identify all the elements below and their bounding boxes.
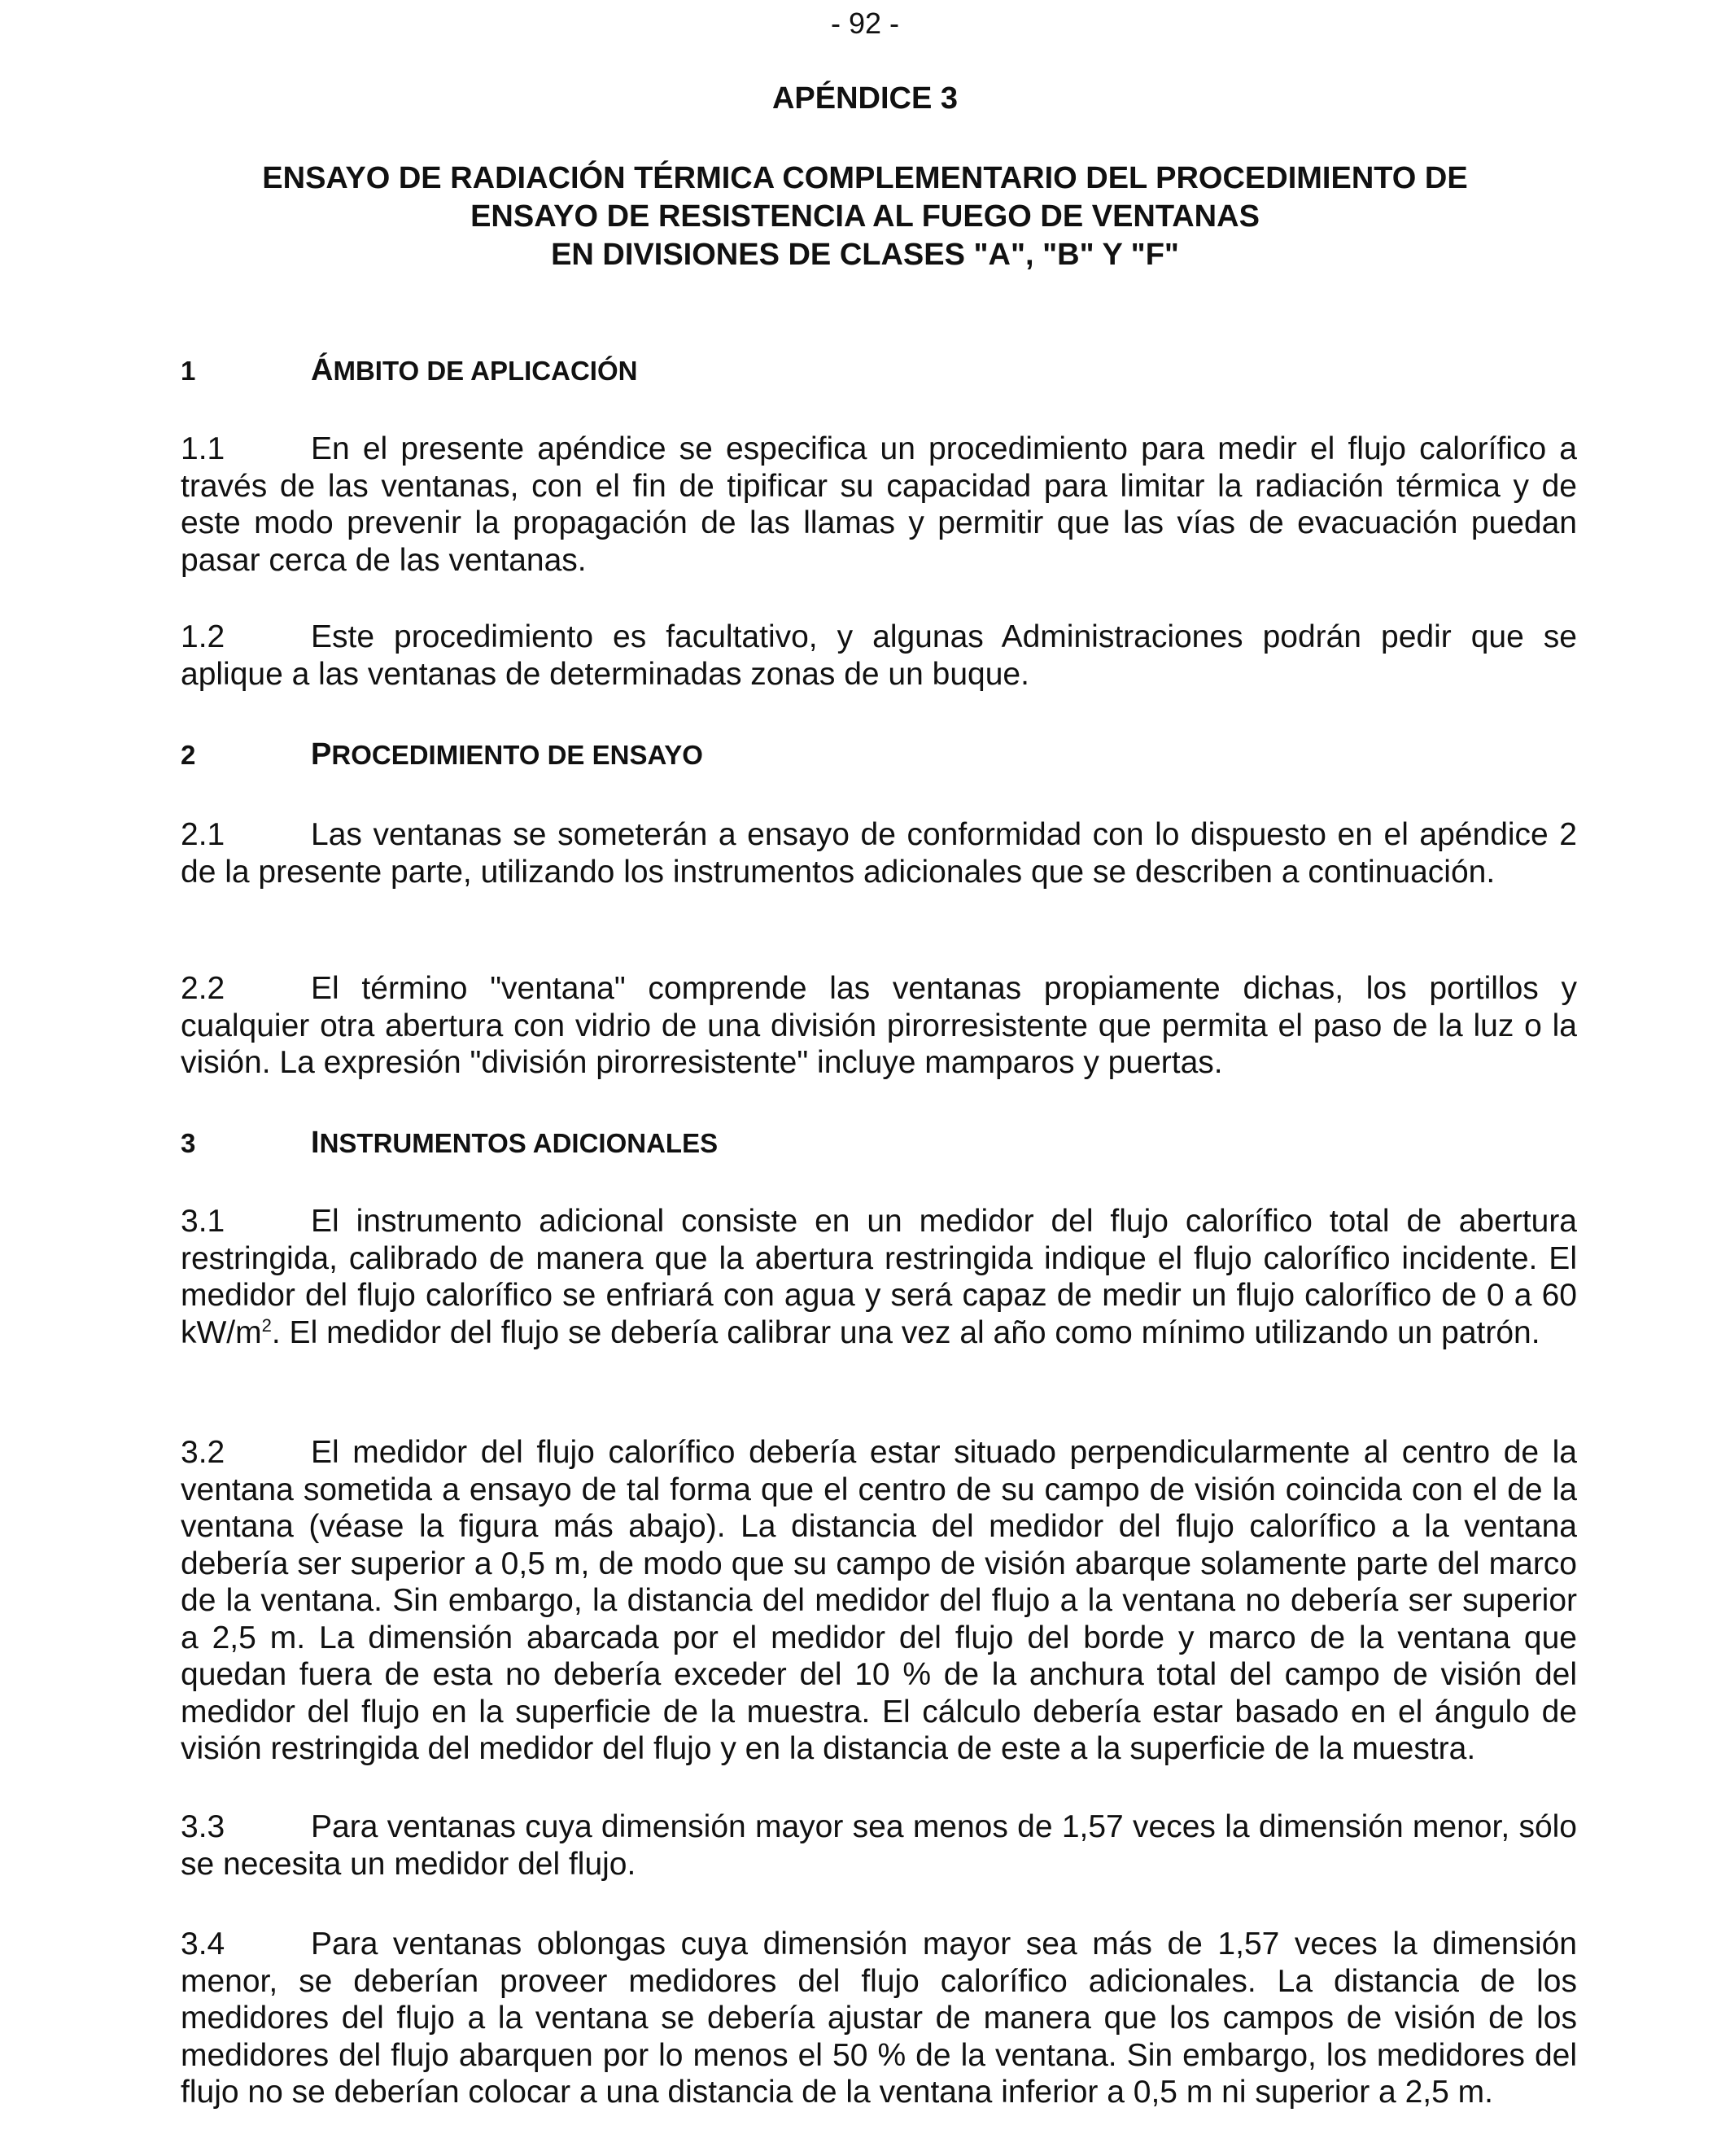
- paragraph-text: Para ventanas oblongas cuya dimensión mayor sea más de 1,57 veces la dimensión menor, se deberían proveer medidores del flujo calorífico adicionales. La distancia de los medidores del flujo a la ventana se debería ajustar de manera que los campos de visión de los medidores del flujo abarquen por lo menos el 50 % de la ventana. Sin embargo, los medidores del flujo no se deberían colocar a una distancia de la ventana inferior a 0,5 m ni superior a 2,5 m.: [181, 1926, 1577, 2110]
- paragraph-number: 3.4: [181, 1926, 225, 1961]
- section-number: 2: [181, 740, 196, 770]
- paragraph-number: 1.2: [181, 619, 225, 654]
- section-heading-procedure: [181, 737, 703, 772]
- section-title-rest: MBITO DE APLICACIÓN: [333, 356, 638, 386]
- paragraph-1-2: [181, 619, 1577, 693]
- paragraph-1-1: [181, 431, 1577, 579]
- paragraph-number: 3.1: [181, 1204, 225, 1239]
- paragraph-number: 2.2: [181, 971, 225, 1006]
- document-title: [0, 160, 1730, 274]
- section-title-rest: NSTRUMENTOS ADICIONALES: [319, 1128, 719, 1158]
- paragraph-2-1: [181, 816, 1577, 890]
- paragraph-number: 2.1: [181, 817, 225, 852]
- paragraph-text-continued: . El medidor del flujo se debería calibrar una vez al año como mínimo utilizando un patrón.: [271, 1314, 1540, 1350]
- paragraph-number: 3.3: [181, 1809, 225, 1844]
- section-number: 1: [181, 356, 196, 386]
- paragraph-3-3: [181, 1808, 1577, 1883]
- superscript: 2: [261, 1314, 272, 1336]
- title-line-2: ENSAYO DE RESISTENCIA AL FUEGO DE VENTANAS: [470, 199, 1260, 234]
- section-heading-scope: [181, 353, 637, 388]
- paragraph-text: En el presente apéndice se especifica un procedimiento para medir el flujo calorífico a través de las ventanas, con el fin de tipificar su capacidad para limitar la radiación térmica y de este modo prevenir la propagación de las llamas y permitir que las vías de evacuación puedan pasar cerca de las ventanas.: [181, 431, 1577, 578]
- paragraph-3-4: [181, 1926, 1577, 2111]
- section-title-initial: I: [311, 1126, 320, 1160]
- paragraph-text: El término "ventana" comprende las ventanas propiamente dichas, los portillos y cualquier otra abertura con vidrio de una división pirorresistente que permita el paso de la luz o la visión. La expresión "división pirorresistente" incluye mamparos y puertas.: [181, 971, 1577, 1080]
- section-title-rest: ROCEDIMIENTO DE ENSAYO: [331, 740, 703, 770]
- paragraph-text: Este procedimiento es facultativo, y algunas Administraciones podrán pedir que se aplique a las ventanas de determinadas zonas de un buque.: [181, 619, 1577, 692]
- paragraph-text: El medidor del flujo calorífico debería estar situado perpendicularmente al centro de la ventana sometida a ensayo de tal forma que el centro de su campo de visión coincida con el de la ventana (véase la figura más abajo). La distancia del medidor del flujo calorífico a la ventana debería ser superior a 0,5 m, de modo que su campo de visión abarque solamente parte del marco de la ventana. Sin embargo, la distancia del medidor del flujo a la ventana no debería ser superior a 2,5 m. La dimensión abarcada por el medidor del flujo del borde y marco de la ventana que quedan fuera de esta no debería exceder del 10 % de la anchura total del campo de visión del medidor del flujo en la superficie de la muestra. El cálculo debería estar basado en el ángulo de visión restringida del medidor del flujo y en la distancia de este a la superficie de la muestra.: [181, 1435, 1577, 1766]
- section-title-initial: P: [311, 737, 332, 772]
- paragraph-number: 1.1: [181, 431, 225, 466]
- paragraph-text: El instrumento adicional consiste en un medidor del flujo calorífico total de abertura restringida, calibrado de manera que la abertura restringida indique el flujo calorífico incidente. El medidor del flujo calorífico se enfriará con agua y será capaz de medir un flujo calorífico de 0 a 60 kW/m: [181, 1204, 1577, 1350]
- paragraph-2-2: [181, 970, 1577, 1082]
- section-number: 3: [181, 1128, 196, 1158]
- section-heading-instruments: [181, 1126, 718, 1161]
- section-title-initial: Á: [311, 353, 334, 387]
- paragraph-3-1: [181, 1203, 1577, 1351]
- paragraph-number: 3.2: [181, 1435, 225, 1470]
- title-line-3: EN DIVISIONES DE CLASES "A", "B" Y "F": [551, 238, 1179, 272]
- paragraph-text: Las ventanas se someterán a ensayo de conformidad con lo dispuesto en el apéndice 2 de la presente parte, utilizando los instrumentos adicionales que se describen a continuación.: [181, 817, 1577, 890]
- page-number: - 92 -: [830, 7, 900, 40]
- appendix-title: APÉNDICE 3: [771, 81, 959, 116]
- paragraph-3-2: [181, 1434, 1577, 1768]
- paragraph-text: Para ventanas cuya dimensión mayor sea menos de 1,57 veces la dimensión menor, sólo se necesita un medidor del flujo.: [181, 1809, 1577, 1882]
- title-line-1: ENSAYO DE RADIACIÓN TÉRMICA COMPLEMENTARIO DEL PROCEDIMIENTO DE: [262, 161, 1468, 195]
